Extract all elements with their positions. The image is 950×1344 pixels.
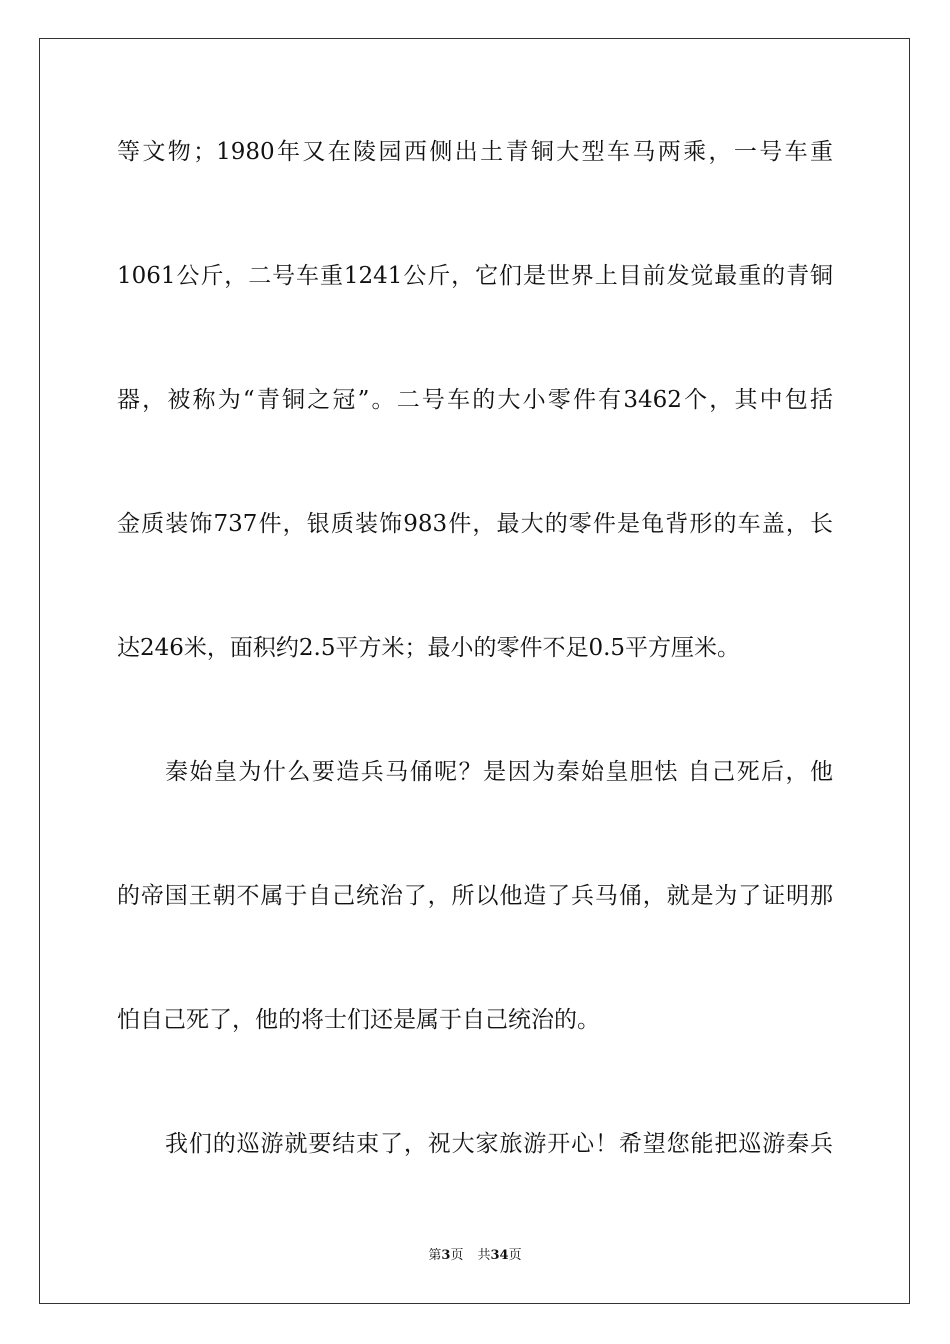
page-footer	[0, 1247, 950, 1265]
footer-total-suffix: 页	[508, 1248, 522, 1263]
footer-total-prefix: 共	[477, 1248, 491, 1263]
body-line-9: 我们的巡游就要结束了，祝大家旅游开心！希望您能把巡游秦兵	[165, 1131, 833, 1157]
page-border	[39, 38, 910, 1304]
footer-page-suffix: 页	[450, 1248, 464, 1263]
footer-page-prefix: 第	[428, 1248, 442, 1263]
footer-page-number: 3	[441, 1248, 451, 1263]
footer-total-pages: 34	[490, 1248, 509, 1263]
body-line-1: 等文物；1980年又在陵园西侧出土青铜大型车马两乘，一号车重	[117, 139, 833, 165]
body-line-2: 1061公斤，二号车重1241公斤，它们是世界上目前发觉最重的青铜	[117, 263, 833, 289]
body-line-3: 器，被称为“青铜之冠”。二号车的大小零件有3462个，其中包括	[117, 387, 833, 413]
body-line-6: 秦始皇为什么要造兵马俑呢？是因为秦始皇胆怯 自己死后，他	[165, 759, 833, 785]
body-line-5: 达246米，面积约2.5平方米；最小的零件不足0.5平方厘米。	[117, 635, 741, 661]
body-line-4: 金质装饰737件，银质装饰983件，最大的零件是龟背形的车盖，长	[117, 511, 833, 537]
body-line-7: 的帝国王朝不属于自己统治了，所以他造了兵马俑，就是为了证明那	[117, 883, 833, 909]
body-line-8: 怕自己死了，他的将士们还是属于自己统治的。	[117, 1007, 600, 1033]
